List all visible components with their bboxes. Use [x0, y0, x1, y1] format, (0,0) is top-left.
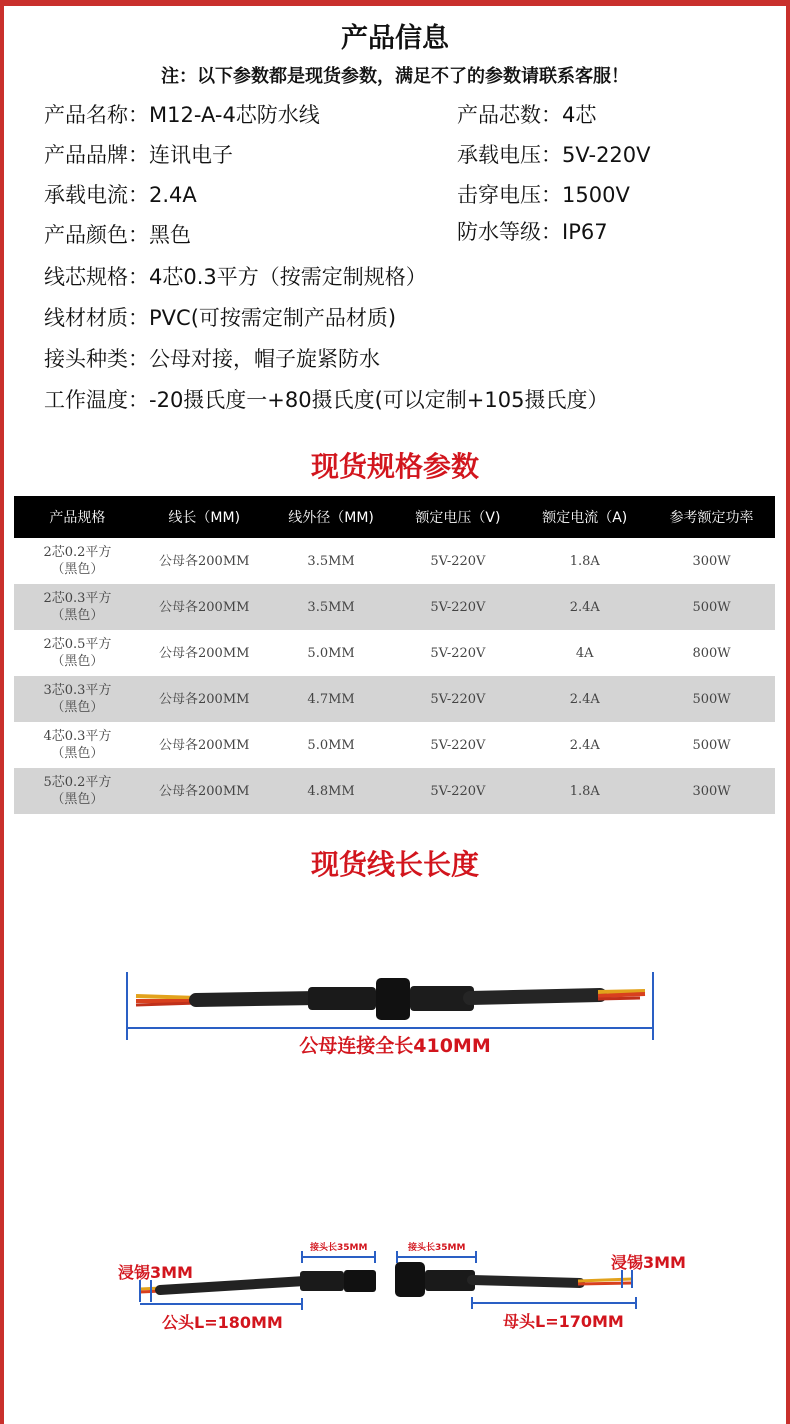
info-name: 产品名称：M12-A-4芯防水线: [44, 103, 320, 127]
cell-od: 4.8MM: [268, 768, 395, 814]
cell-current: 1.8A: [569, 553, 600, 569]
total-length-label: 公母连接全长410MM: [299, 1035, 491, 1057]
cell-length: 公母各200MM: [159, 553, 250, 569]
header-length: 线长（MM): [141, 496, 268, 538]
cell-power: 300W: [648, 768, 775, 814]
cell-spec: 2芯0.5平方 （黑色）: [43, 637, 112, 669]
info-spec: 线芯规格：4芯0.3平方（按需定制规格）: [44, 265, 427, 289]
tin-length-left: 浸锡3MM: [118, 1263, 193, 1282]
cell-length: 公母各200MM: [141, 584, 268, 630]
length-section-title: 现货线长长度: [310, 848, 479, 881]
header-voltage: 额定电压（V): [394, 496, 521, 538]
spec-table: [14, 496, 775, 814]
cell-current: 1.8A: [521, 768, 648, 814]
info-brand: 产品品牌：连讯电子: [44, 143, 233, 167]
tin-length-right: 浸锡3MM: [611, 1253, 686, 1272]
cell-od: 3.5MM: [307, 553, 355, 569]
female-length-label: 母头L=170MM: [503, 1312, 624, 1331]
cell-current: 2.4A: [569, 737, 600, 753]
table-row: [14, 630, 775, 676]
cell-voltage: 5V-220V: [394, 584, 521, 630]
full-cable-illustration: [0, 960, 790, 1040]
cell-length: 公母各200MM: [141, 768, 268, 814]
cell-od: 3.5MM: [268, 584, 395, 630]
cell-length: 公母各200MM: [159, 737, 250, 753]
cell-spec: 2芯0.2平方 （黑色）: [43, 545, 112, 577]
cell-voltage: 5V-220V: [394, 768, 521, 814]
info-voltage: 承载电压：5V-220V: [457, 143, 651, 167]
table-row: [14, 722, 775, 768]
cell-length: 公母各200MM: [159, 645, 250, 661]
info-cores: 产品芯数：4芯: [457, 103, 597, 127]
header-spec: 产品规格: [14, 496, 141, 538]
table-row: [14, 676, 775, 722]
cell-spec: 4芯0.3平方 （黑色）: [43, 729, 112, 761]
info-breakdown: 击穿电压：1500V: [457, 183, 630, 207]
cell-voltage: 5V-220V: [430, 645, 486, 661]
info-color: 产品颜色：黑色: [44, 223, 191, 247]
table-row: [14, 538, 775, 584]
cell-power: 500W: [648, 676, 775, 722]
cell-voltage: 5V-220V: [430, 553, 486, 569]
table-row: [14, 584, 775, 630]
cell-power: 800W: [692, 645, 731, 661]
cell-od: 5.0MM: [307, 645, 355, 661]
male-length-label: 公头L=180MM: [162, 1313, 283, 1332]
cell-od: 5.0MM: [307, 737, 355, 753]
info-temp: 工作温度：-20摄氏度一+80摄氏度(可以定制+105摄氏度）: [44, 388, 609, 412]
page-title: 产品信息: [341, 23, 449, 54]
info-connector: 接头种类：公母对接，帽子旋紧防水: [44, 347, 380, 371]
info-waterproof: 防水等级：IP67: [457, 220, 608, 244]
header-power: 参考额定功率: [648, 496, 775, 538]
header-current: 额定电流（A): [521, 496, 648, 538]
head-length-right: 接头长35MM: [408, 1243, 466, 1253]
cell-current: 2.4A: [521, 676, 648, 722]
cell-od: 4.7MM: [268, 676, 395, 722]
cell-spec: 3芯0.3平方 （黑色）: [14, 676, 141, 722]
header-od: 线外径（MM): [268, 496, 395, 538]
cell-spec: 5芯0.2平方 （黑色）: [14, 768, 141, 814]
cell-current: 2.4A: [521, 584, 648, 630]
cell-power: 300W: [692, 553, 731, 569]
spec-table-header: [14, 496, 775, 538]
cell-voltage: 5V-220V: [394, 676, 521, 722]
cell-spec: 2芯0.3平方 （黑色）: [14, 584, 141, 630]
info-current: 承载电流：2.4A: [44, 183, 197, 207]
cell-voltage: 5V-220V: [430, 737, 486, 753]
table-row: [14, 768, 775, 814]
head-length-left: 接头长35MM: [310, 1243, 368, 1253]
cell-power: 500W: [692, 737, 731, 753]
right-border: [786, 0, 790, 1424]
left-border: [0, 0, 4, 1424]
cell-power: 500W: [648, 584, 775, 630]
top-border: [0, 0, 790, 6]
cell-current: 4A: [575, 645, 594, 661]
cell-length: 公母各200MM: [141, 676, 268, 722]
note-text: 注：以下参数都是现货参数，满足不了的参数请联系客服！: [161, 66, 629, 87]
info-material: 线材材质：PVC(可按需定制产品材质): [44, 306, 397, 330]
spec-section-title: 现货规格参数: [310, 450, 479, 483]
